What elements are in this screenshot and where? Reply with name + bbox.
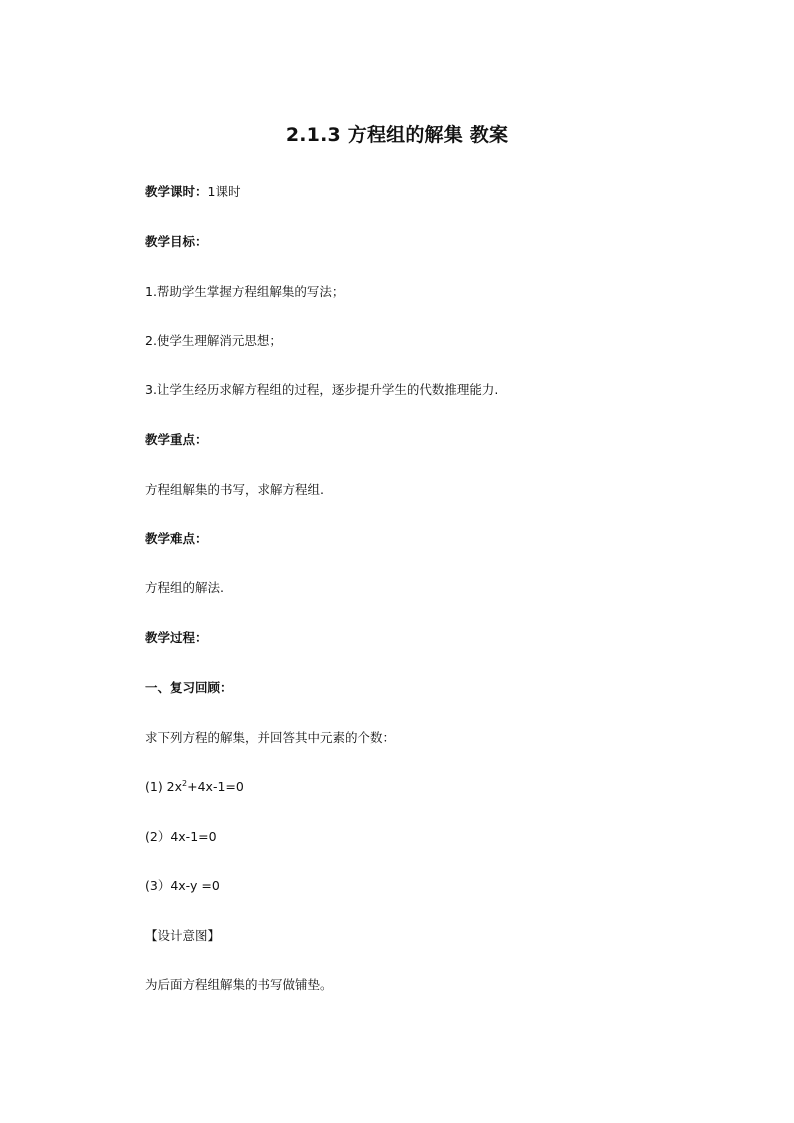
equation-1-prefix: (1) 2x	[145, 779, 183, 794]
objective-item: 1.帮助学生掌握方程组解集的写法；	[145, 284, 345, 299]
equation-1-suffix: +4x-1=0	[187, 779, 244, 794]
design-intent-text: 为后面方程组解集的书写做铺垫。	[145, 977, 333, 992]
equation-1-exponent: 2	[182, 778, 188, 788]
difficulties-text: 方程组的解法.	[145, 580, 224, 595]
design-intent-heading: 【设计意图】	[145, 928, 221, 943]
process-heading: 教学过程：	[145, 630, 208, 645]
key-points-text: 方程组解集的书写，求解方程组.	[145, 482, 324, 497]
class-hours-value: 1课时	[207, 184, 241, 199]
objectives-heading: 教学目标：	[145, 234, 208, 249]
class-hours-label: 教学课时：	[145, 184, 208, 199]
key-points-heading: 教学重点：	[145, 432, 208, 447]
objective-item: 2.使学生理解消元思想；	[145, 333, 282, 348]
document-title: 2.1.3 方程组的解集 教案	[285, 124, 509, 146]
objective-item: 3.让学生经历求解方程组的过程，逐步提升学生的代数推理能力.	[145, 382, 499, 397]
class-hours-line	[145, 183, 240, 201]
difficulties-heading: 教学难点：	[145, 531, 208, 546]
review-heading: 一、复习回顾：	[145, 680, 233, 695]
equation-1	[145, 778, 244, 796]
equation-3: (3）4x-y =0	[145, 878, 220, 893]
equation-2: (2）4x-1=0	[145, 829, 217, 844]
review-prompt: 求下列方程的解集，并回答其中元素的个数：	[145, 730, 396, 745]
